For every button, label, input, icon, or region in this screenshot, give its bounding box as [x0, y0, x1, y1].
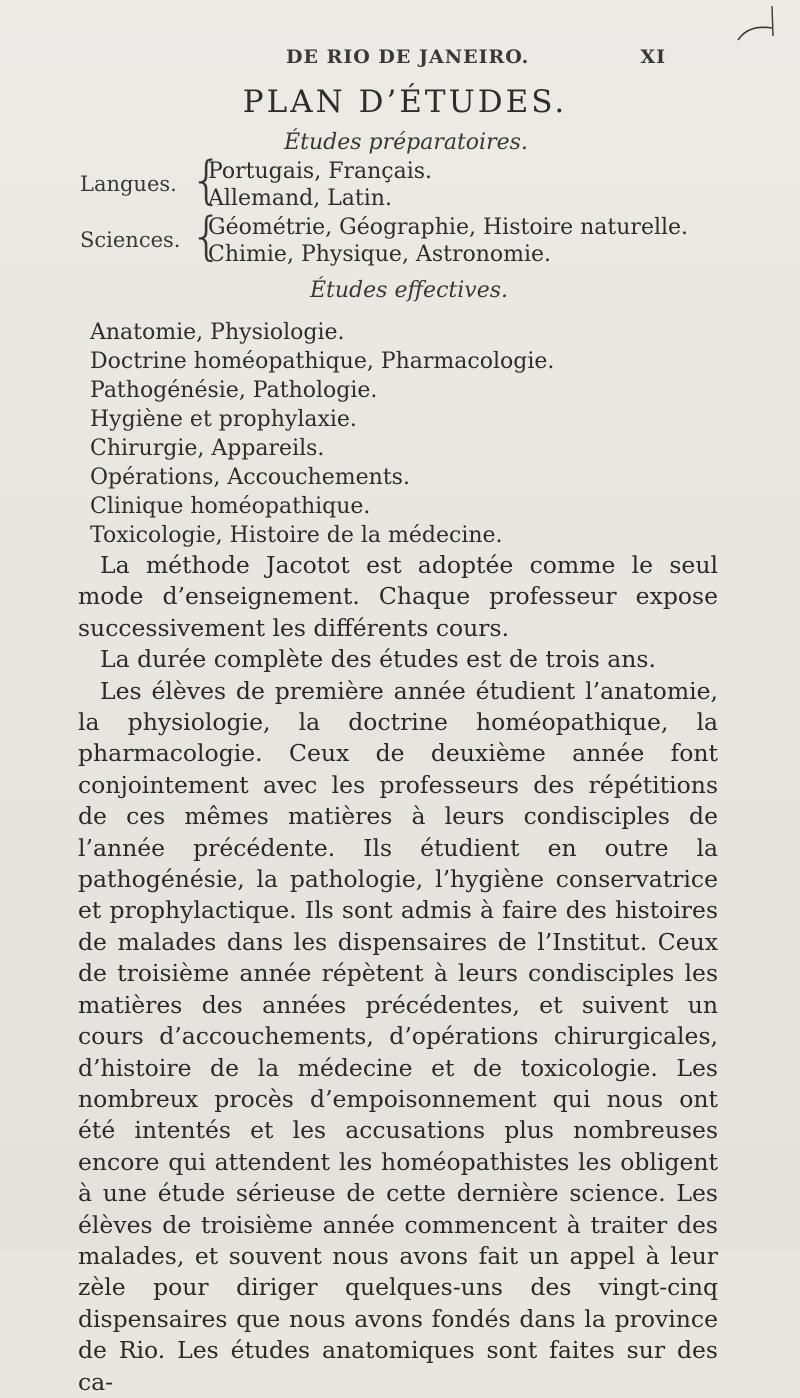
sciences-item: Géométrie, Géographie, Histoire naturelle. — [208, 215, 689, 240]
sciences-label: Sciences. — [80, 228, 181, 252]
langues-label: Langues. — [80, 172, 177, 196]
course-list — [90, 318, 554, 550]
course-item: Clinique homéopathique. — [90, 494, 371, 519]
preparatory-heading: Études préparatoires. — [284, 130, 528, 155]
paragraph: La durée complète des études est de trois ans. — [100, 645, 656, 674]
body-text — [78, 550, 718, 1398]
course-item: Doctrine homéopathique, Pharmacologie. — [90, 349, 555, 374]
sciences-item: Chimie, Physique, Astronomie. — [208, 242, 552, 267]
langues-items — [208, 158, 432, 212]
brace-icon: { — [190, 207, 224, 267]
course-item: Toxicologie, Histoire de la médecine. — [90, 523, 503, 548]
paragraph: La méthode Jacotot est adoptée comme le seul mode d’enseignement. Chaque professeur expose successivement les différents cours. — [78, 551, 718, 642]
course-item: Opérations, Accouchements. — [90, 465, 410, 490]
course-item: Chirurgie, Appareils. — [90, 436, 325, 461]
course-item: Hygiène et prophylaxie. — [90, 407, 357, 432]
brace-icon: { — [190, 151, 224, 211]
running-head-text: DE RIO DE JANEIRO. — [286, 46, 530, 68]
paragraph: Les élèves de première année étudient l’anatomie, la physiologie, la doctrine homéopathique, la pharmacologie. Ceux de deuxième année font conjointement avec les professeurs des répétitions de ces mêmes matières à leurs condisciples de l’année précédente. Ils étudient en outre la pathogénésie, la pathologie, l’hygiène conservatrice et prophylactique. Ils sont admis à faire des histoires de malades dans les dispensaires de l’Institut. Ceux de troisième année répètent à leurs condisciples les matières des années précédentes, et suivent un cours d’accouchements, d’opérations chirurgicales, d’histoire de la médecine et de toxicologie. Les nombreux procès d’empoisonnement qui nous ont été intentés et les accusations plus nombreuses encore qui attendent les homéopathistes les obligent à une étude sérieuse de cette dernière science. Les élèves de troisième année commencent à traiter des malades, et souvent nous avons fait un appel à leur zèle pour diriger quelques-uns des vingt-cinq dispensaires que nous avons fondés dans la province de Rio. Les études anatomiques sont faites sur des ca- — [78, 676, 718, 1396]
page-title: PLAN D’ÉTUDES. — [242, 84, 568, 120]
langues-item: Allemand, Latin. — [208, 186, 392, 211]
course-item: Anatomie, Physiologie. — [90, 320, 345, 345]
course-item: Pathogénésie, Pathologie. — [90, 378, 378, 403]
effective-heading: Études effectives. — [309, 278, 508, 303]
running-head — [286, 46, 666, 68]
page-number: XI — [640, 46, 666, 68]
langues-item: Portugais, Français. — [208, 159, 433, 184]
page-corner-mark — [732, 6, 778, 42]
sciences-items — [208, 214, 688, 268]
